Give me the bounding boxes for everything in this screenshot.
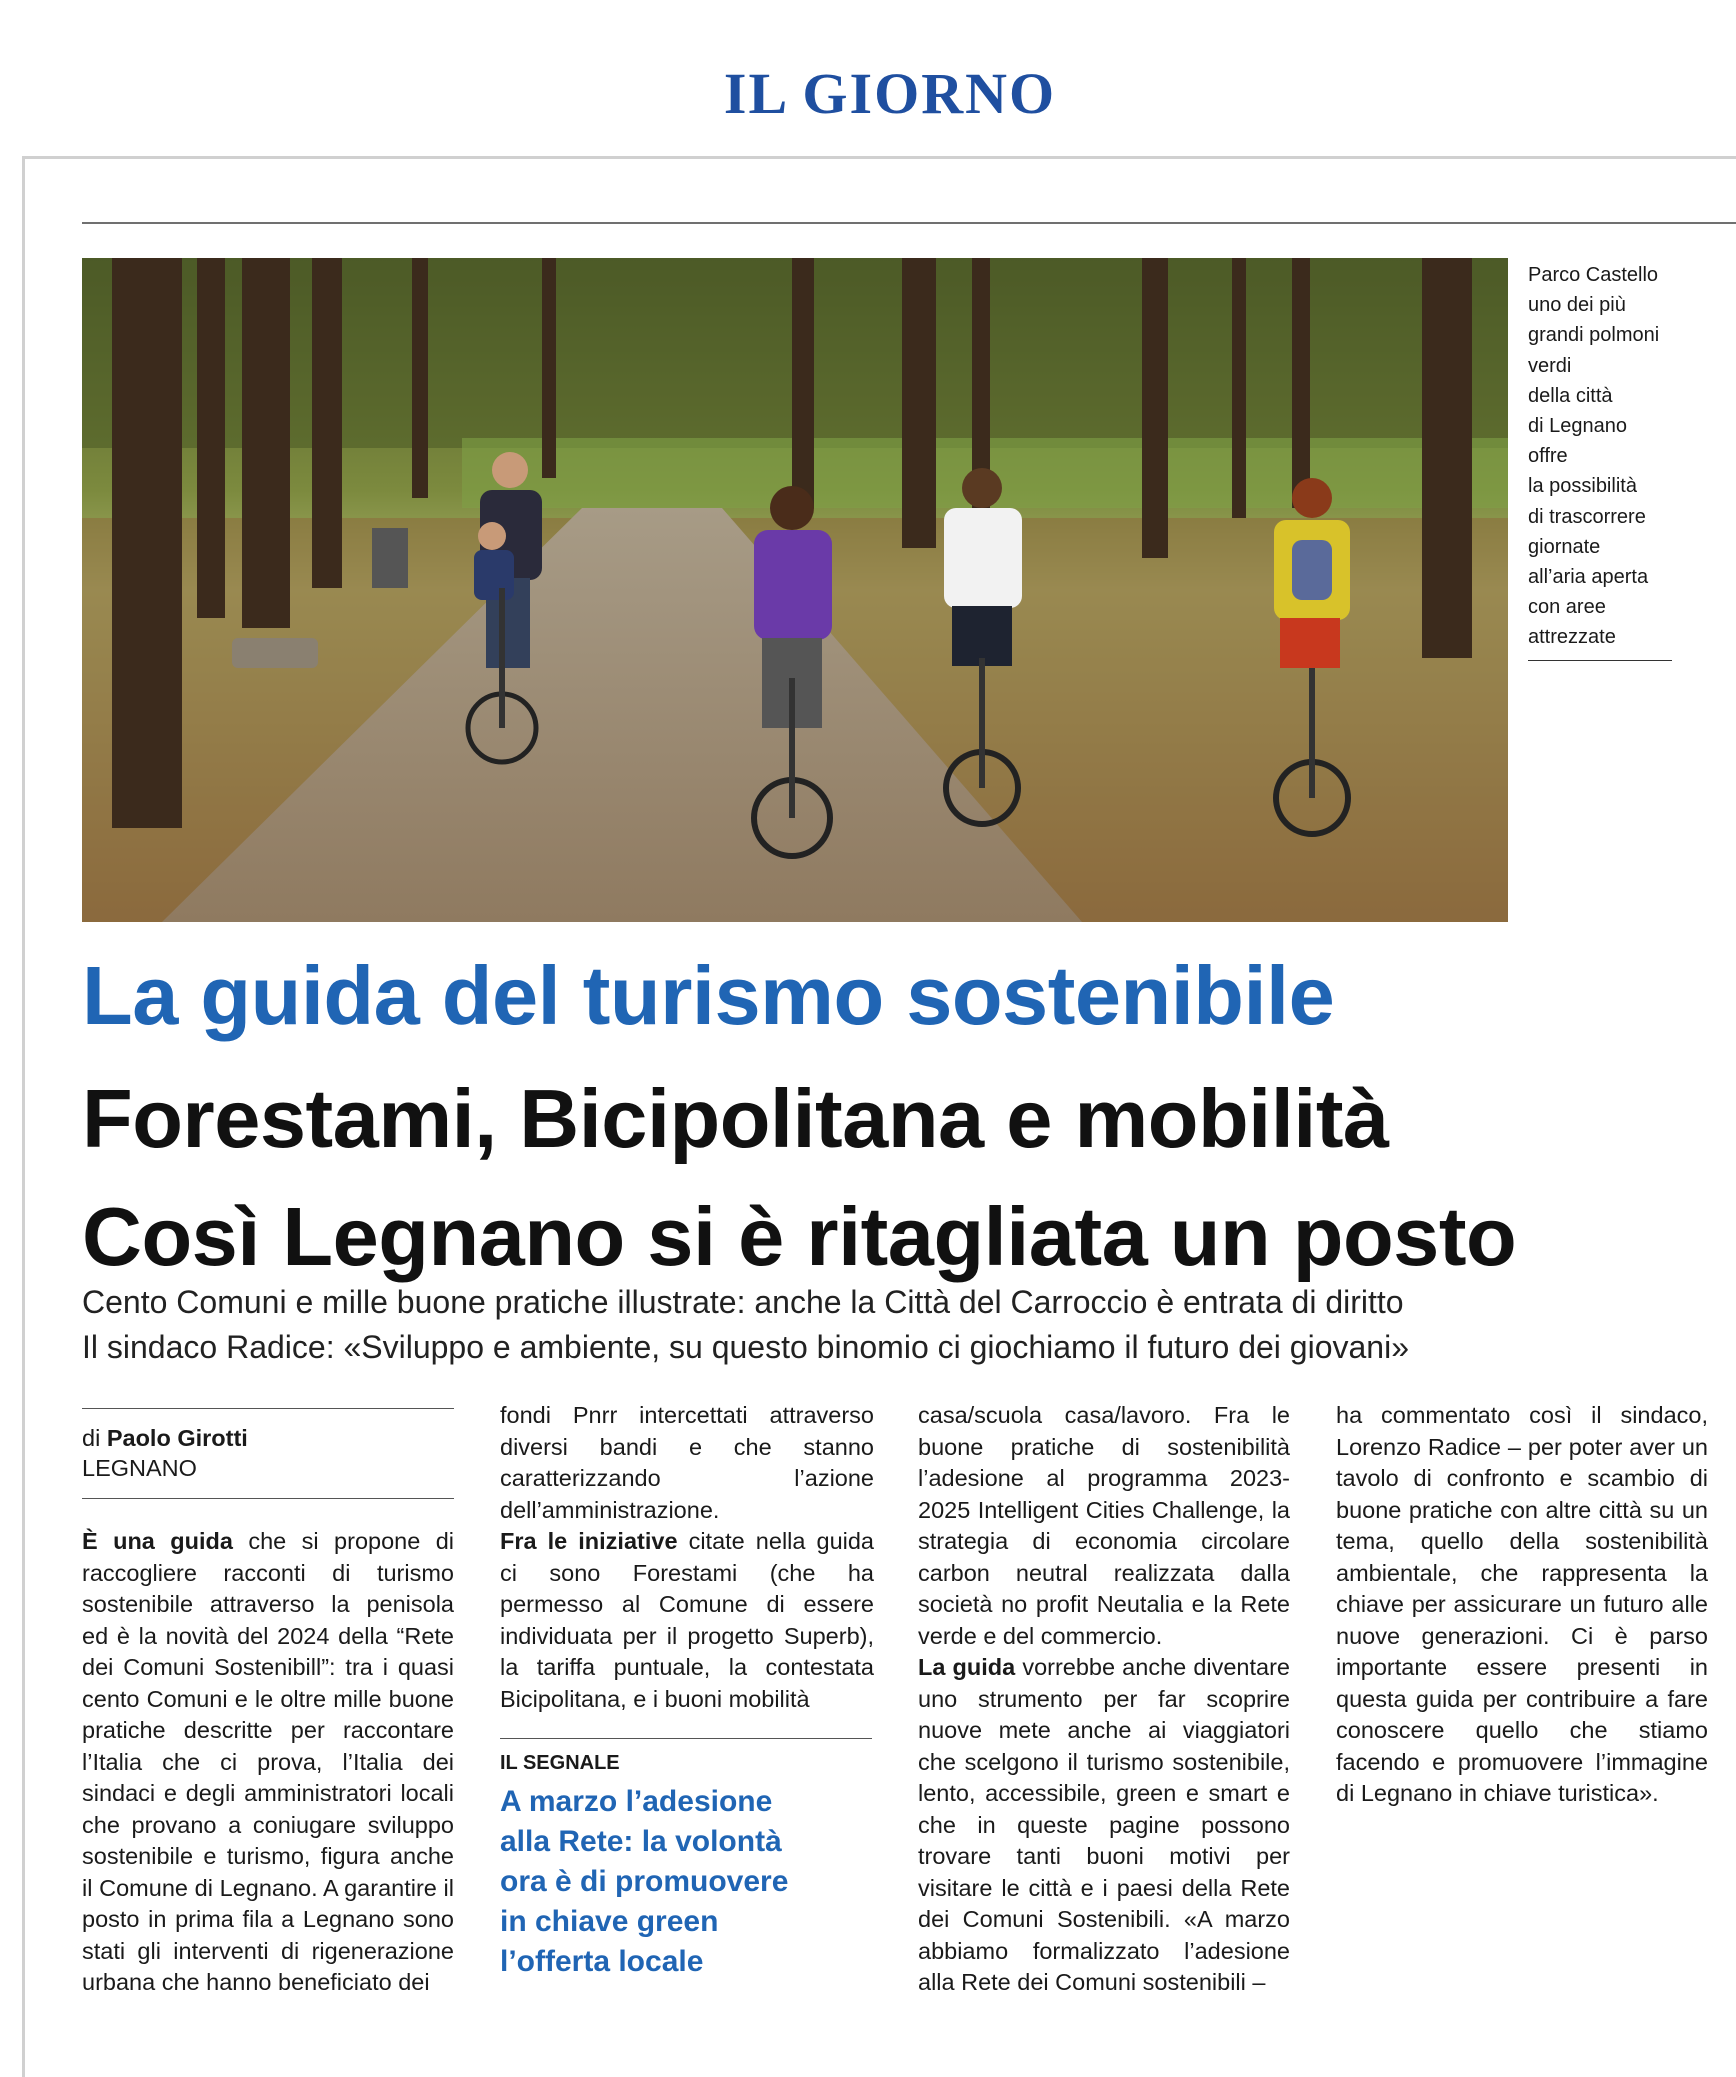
paragraph-text: citate nella guida ci sono Forestami (che ha permesso al Comune di essere individuata per il progetto Superb), la tariffa puntuale, la contestata Bicipolitana, e i buoni mobilità <box>500 1528 875 1712</box>
photo-illustration <box>82 258 1508 922</box>
caption-line: della città <box>1528 384 1613 407</box>
box-title-line: A marzo l’adesione <box>500 1785 773 1818</box>
paragraph-text: vorrebbe anche diventare uno strumento per far scoprire nuove mete anche ai viaggiatori che scelgono il turismo sostenibile, lento, accessibile, green e smart e che in queste pagine possono trovare tanti buoni motivi per visitare le città e i paesi della Rete dei Comuni Sostenibili. «A marzo abbiamo formalizzato l’adesione alla Rete dei Comuni sostenibili – <box>918 1654 1290 1995</box>
caption-line: grandi polmoni <box>1528 324 1660 347</box>
box-rule <box>500 1738 872 1739</box>
byline-rule <box>82 1408 454 1409</box>
paragraph-lead: Fra le iniziative <box>500 1528 678 1554</box>
caption-line: la possibilità <box>1528 475 1637 498</box>
box-title <box>500 1782 872 1982</box>
park-cyclists-photo <box>82 258 1508 922</box>
paragraph-lead: La guida <box>918 1654 1016 1680</box>
article-subhead <box>82 1280 1736 1370</box>
caption-line: Parco Castello <box>1528 264 1659 286</box>
masthead-logo: IL GIORNO <box>723 61 1057 126</box>
page-frame-left <box>22 156 25 2077</box>
caption-line: attrezzate <box>1528 626 1616 649</box>
article-kicker: La guida del turismo sostenibile <box>82 949 1335 1042</box>
top-rule <box>82 222 1736 224</box>
article-column-2 <box>500 1400 874 1715</box>
box-title-line: alla Rete: la volontà <box>500 1825 782 1858</box>
caption-line: uno dei più <box>1528 294 1626 317</box>
subhead-line: Cento Comuni e mille buone pratiche illustrate: anche la Città del Carroccio è entrata di diritto <box>82 1284 1404 1320</box>
box-title-line: in chiave green <box>500 1905 719 1938</box>
caption-line: con aree <box>1528 596 1606 619</box>
box-label: IL SEGNALE <box>500 1752 620 1774</box>
page-frame-top <box>22 156 1736 159</box>
caption-line: di trascorrere <box>1528 505 1646 528</box>
subhead-line: Il sindaco Radice: «Sviluppo e ambiente, su questo binomio ci giochiamo il futuro dei giovani» <box>82 1329 1409 1365</box>
paragraph <box>500 1526 874 1715</box>
article-column-4 <box>1336 1400 1708 1810</box>
byline-prefix: di <box>82 1425 101 1451</box>
paragraph <box>918 1400 1290 1652</box>
headline-line: Così Legnano si è ritagliata un posto <box>82 1190 1517 1283</box>
paragraph-1 <box>82 1526 454 1999</box>
paragraph-text: che si propone di raccogliere racconti di turismo sostenibile attraverso la penisola ed è la novità del 2024 della “Rete dei Comuni Sostenibill”: tra i quasi cento Comuni e le oltre mille buone pratiche descritte per raccontare l’Italia che ci prova, l’Italia dei sindaci e degli amministratori locali che provano a coniugare sviluppo sostenibile e turismo, figura anche il Comune di Legnano. A garantire il posto in prima fila a Legnano sono stati gli interventi di rigenerazione urbana che hanno beneficiato dei <box>82 1528 454 1995</box>
dateline: LEGNANO <box>82 1455 197 1481</box>
paragraph <box>1336 1400 1708 1810</box>
box-title-line: ora è di promuovere <box>500 1865 789 1898</box>
article-column-1 <box>82 1526 454 1999</box>
paragraph-lead: È una guida <box>82 1528 233 1554</box>
article-headline <box>82 1060 1736 1296</box>
paragraph-text: fondi Pnrr intercettati attraverso diversi bandi e che stanno caratterizzando l’azione dell’amministrazione. <box>500 1402 874 1523</box>
headline-line: Forestami, Bicipolitana e mobilità <box>82 1072 1389 1165</box>
photo-caption <box>1528 260 1708 653</box>
caption-line: giornate <box>1528 535 1601 558</box>
paragraph-text: casa/scuola casa/lavoro. Fra le buone pratiche di sostenibilità l’adesione al programma 2023-2025 Intelligent Cities Challenge, la strategia di economia circolare carbon neutral realizzata dalla società no profit Neutalia e la Rete verde e del commercio. <box>918 1402 1290 1649</box>
caption-line: verdi <box>1528 354 1572 377</box>
box-title-line: l’offerta locale <box>500 1945 704 1978</box>
author-name: Paolo Girotti <box>106 1425 248 1451</box>
paragraph-text: ha commentato così il sindaco, Lorenzo Radice – per poter aver un tavolo di confronto e scambio di buone pratiche con altre città su un tema, quello della sostenibilità ambientale, che rappresenta la chiave per assicurare un futuro alle nuove generazioni. Ci è parso importante essere presenti in questa guida per contribuire a fare conoscere quello che stiamo facendo e promuovere l’immagine di Legnano in chiave turistica». <box>1336 1402 1708 1806</box>
caption-line: all’aria aperta <box>1528 566 1649 589</box>
byline <box>82 1424 248 1453</box>
byline-rule <box>82 1498 454 1499</box>
paragraph <box>500 1400 874 1526</box>
caption-line: di Legnano <box>1528 415 1627 438</box>
article-column-3 <box>918 1400 1290 1999</box>
caption-line: offre <box>1528 445 1568 468</box>
paragraph <box>918 1652 1290 1999</box>
caption-rule <box>1528 660 1672 661</box>
